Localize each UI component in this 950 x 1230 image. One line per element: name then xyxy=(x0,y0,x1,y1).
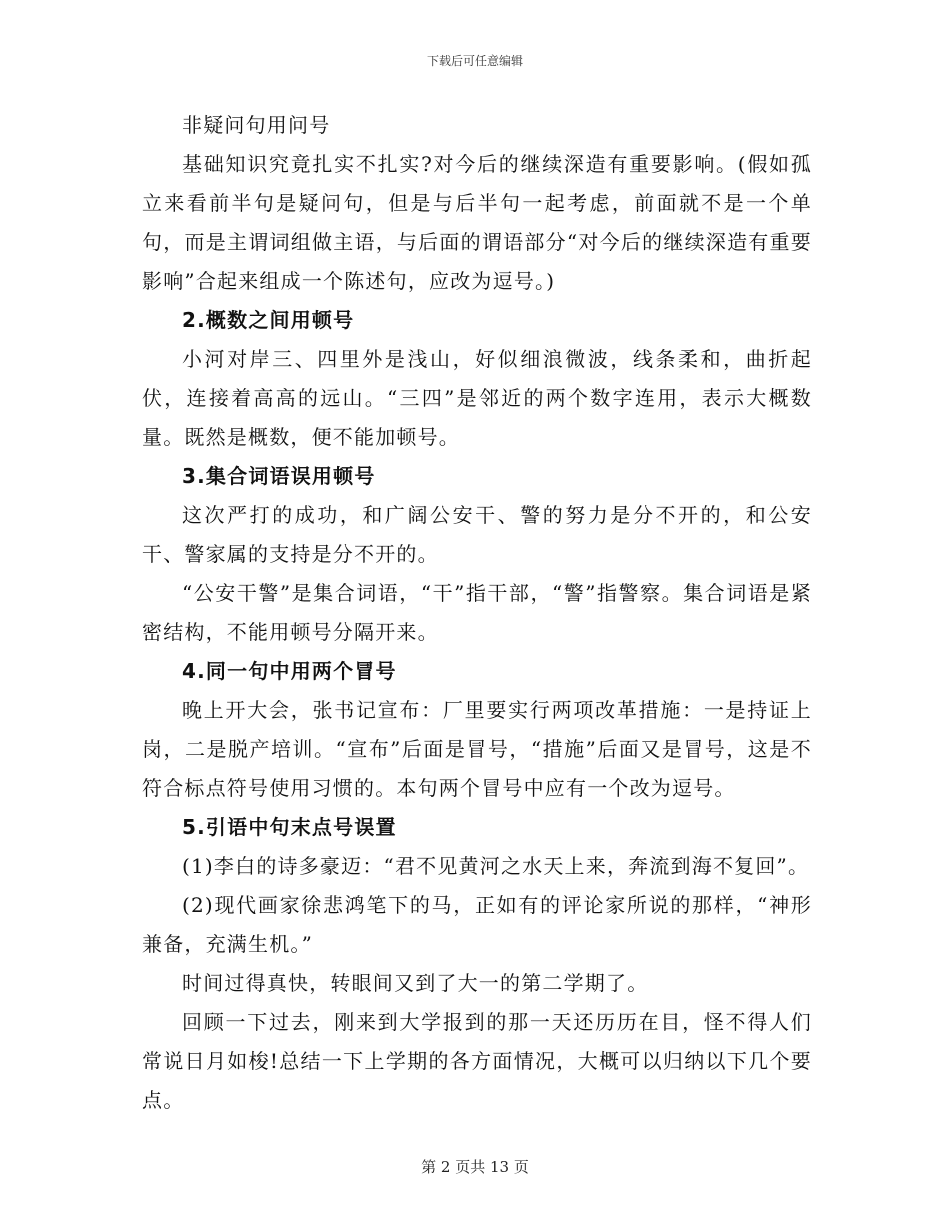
paragraph: “公安干警”是集合词语，“干”指干部，“警”指警察。集合词语是紧密结构，不能用顿号分隔开来。 xyxy=(142,581,812,644)
document-body xyxy=(142,106,812,1120)
section-heading: 4.同一句中用两个冒号 xyxy=(182,659,397,683)
page-footer: 第 2 页共 13 页 xyxy=(421,1158,529,1176)
paragraph: 回顾一下过去，刚来到大学报到的那一天还历历在目，怪不得人们常说日月如梭!总结一下上学期的各方面情况，大概可以归纳以下几个要点。 xyxy=(142,1010,812,1112)
section-heading: 2.概数之间用顿号 xyxy=(182,308,355,332)
section-heading: 5.引语中句末点号误置 xyxy=(182,815,397,839)
paragraph: 时间过得真快，转眼间又到了大一的第二学期了。 xyxy=(182,971,649,995)
paragraph: 晚上开大会，张书记宣布：厂里要实行两项改革措施：一是持证上岗，二是脱产培训。“宣布”后面是冒号，“措施”后面又是冒号，这是不符合标点符号使用习惯的。本句两个冒号中应有一个改为逗号。 xyxy=(142,698,812,800)
section-heading: 3.集合词语误用顿号 xyxy=(182,464,376,488)
paragraph: 基础知识究竟扎实不扎实?对今后的继续深造有重要影响。(假如孤立来看前半句是疑问句，但是与后半句一起考虑，前面就不是一个单句，而是主谓词组做主语，与后面的谓语部分“对今后的继续深造有重要影响”合起来组成一个陈述句，应改为逗号。) xyxy=(142,152,812,293)
paragraph: (2)现代画家徐悲鸿笔下的马，正如有的评论家所说的那样，“神形兼备，充满生机。” xyxy=(142,893,812,956)
paragraph: (1)李白的诗多豪迈：“君不见黄河之水天上来，奔流到海不复回”。 xyxy=(182,854,810,878)
paragraph: 这次严打的成功，和广阔公安干、警的努力是分不开的，和公安干、警家属的支持是分不开的。 xyxy=(142,503,812,566)
paragraph: 小河对岸三、四里外是浅山，好似细浪微波，线条柔和，曲折起伏，连接着高高的远山。“三四”是邻近的两个数字连用，表示大概数量。既然是概数，便不能加顿号。 xyxy=(142,347,812,449)
paragraph: 非疑问句用问号 xyxy=(182,113,331,137)
page-header: 下载后可任意编辑 xyxy=(426,54,523,68)
